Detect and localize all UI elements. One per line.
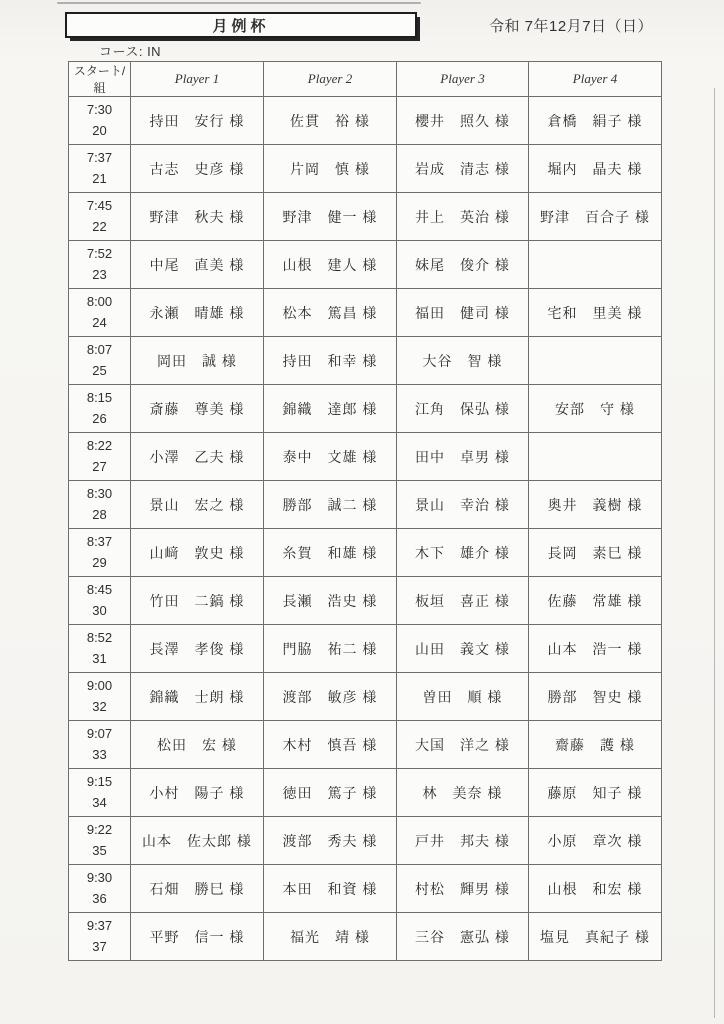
course-label: コース: IN bbox=[99, 44, 162, 59]
group-number: 28 bbox=[92, 507, 107, 522]
player3-cell: 林 美奈 様 bbox=[397, 769, 529, 817]
column-header-player1: Player 1 bbox=[131, 62, 264, 97]
player3-cell: 井上 英治 様 bbox=[397, 193, 529, 241]
player1-cell: 斎藤 尊美 様 bbox=[131, 385, 264, 433]
start-group-cell bbox=[69, 145, 131, 193]
player2-cell: 片岡 慎 様 bbox=[264, 145, 397, 193]
start-group-cell bbox=[69, 865, 131, 913]
player3-cell: 妹尾 俊介 様 bbox=[397, 241, 529, 289]
start-time: 9:00 bbox=[86, 678, 113, 693]
player2-cell: 徳田 篤子 様 bbox=[264, 769, 397, 817]
table-row bbox=[69, 769, 662, 817]
start-time: 7:45 bbox=[86, 198, 113, 213]
group-number: 35 bbox=[92, 843, 107, 858]
table-row bbox=[69, 385, 662, 433]
player1-cell: 山本 佐太郎 様 bbox=[131, 817, 264, 865]
start-time: 8:52 bbox=[86, 630, 113, 645]
player3-cell: 江角 保弘 様 bbox=[397, 385, 529, 433]
group-number: 23 bbox=[92, 267, 107, 282]
table-row bbox=[69, 433, 662, 481]
player4-cell: 奥井 義樹 様 bbox=[529, 481, 662, 529]
player1-cell: 岡田 誠 様 bbox=[131, 337, 264, 385]
player2-cell: 佐貫 裕 様 bbox=[264, 97, 397, 145]
player1-cell: 松田 宏 様 bbox=[131, 721, 264, 769]
player1-cell: 山﨑 敦史 様 bbox=[131, 529, 264, 577]
player2-cell: 木村 慎吾 様 bbox=[264, 721, 397, 769]
start-group-cell bbox=[69, 289, 131, 337]
table-row bbox=[69, 817, 662, 865]
start-time: 9:15 bbox=[86, 774, 113, 789]
start-time: 8:00 bbox=[86, 294, 113, 309]
player4-cell: 安部 守 様 bbox=[529, 385, 662, 433]
player4-cell: 齋藤 護 様 bbox=[529, 721, 662, 769]
start-time: 9:22 bbox=[86, 822, 113, 837]
player2-cell: 野津 健一 様 bbox=[264, 193, 397, 241]
player1-cell: 古志 史彦 様 bbox=[131, 145, 264, 193]
start-time: 7:52 bbox=[86, 246, 113, 261]
start-group-cell bbox=[69, 577, 131, 625]
player2-cell: 勝部 誠二 様 bbox=[264, 481, 397, 529]
group-number: 22 bbox=[92, 219, 107, 234]
player1-cell: 石畑 勝巳 様 bbox=[131, 865, 264, 913]
start-time: 9:37 bbox=[86, 918, 113, 933]
player3-cell: 大谷 智 様 bbox=[397, 337, 529, 385]
start-group-cell bbox=[69, 481, 131, 529]
player2-cell: 福光 靖 様 bbox=[264, 913, 397, 961]
start-time: 9:30 bbox=[86, 870, 113, 885]
player4-cell: 堀内 晶夫 様 bbox=[529, 145, 662, 193]
start-time: 8:22 bbox=[86, 438, 113, 453]
scan-artifact-line bbox=[57, 2, 421, 4]
player4-cell bbox=[529, 433, 662, 481]
table-row bbox=[69, 145, 662, 193]
table-row bbox=[69, 673, 662, 721]
player4-cell bbox=[529, 241, 662, 289]
start-group-cell bbox=[69, 769, 131, 817]
table-row bbox=[69, 913, 662, 961]
table-row bbox=[69, 721, 662, 769]
player3-cell: 大国 洋之 様 bbox=[397, 721, 529, 769]
start-group-cell bbox=[69, 97, 131, 145]
player2-cell: 糸賀 和雄 様 bbox=[264, 529, 397, 577]
start-group-cell bbox=[69, 529, 131, 577]
player4-cell: 山根 和宏 様 bbox=[529, 865, 662, 913]
group-number: 21 bbox=[92, 171, 107, 186]
table-row bbox=[69, 577, 662, 625]
start-time: 8:15 bbox=[86, 390, 113, 405]
player3-cell: 戸井 邦夫 様 bbox=[397, 817, 529, 865]
start-time: 8:45 bbox=[86, 582, 113, 597]
start-time: 8:37 bbox=[86, 534, 113, 549]
table-row bbox=[69, 625, 662, 673]
group-number: 31 bbox=[92, 651, 107, 666]
player1-cell: 平野 信一 様 bbox=[131, 913, 264, 961]
scan-page-edge-line bbox=[714, 88, 715, 1018]
group-number: 26 bbox=[92, 411, 107, 426]
table-row bbox=[69, 241, 662, 289]
title-box bbox=[65, 12, 417, 38]
player4-cell: 小原 章次 様 bbox=[529, 817, 662, 865]
start-group-cell bbox=[69, 625, 131, 673]
player4-cell: 宅和 里美 様 bbox=[529, 289, 662, 337]
column-header-player4: Player 4 bbox=[529, 62, 662, 97]
start-group-cell bbox=[69, 913, 131, 961]
table-row bbox=[69, 97, 662, 145]
player2-cell: 錦織 達郎 様 bbox=[264, 385, 397, 433]
player3-cell: 景山 幸治 様 bbox=[397, 481, 529, 529]
group-number: 33 bbox=[92, 747, 107, 762]
player1-cell: 野津 秋夫 様 bbox=[131, 193, 264, 241]
player4-cell: 野津 百合子 様 bbox=[529, 193, 662, 241]
start-time: 7:30 bbox=[86, 102, 113, 117]
player1-cell: 長澤 孝俊 様 bbox=[131, 625, 264, 673]
group-number: 27 bbox=[92, 459, 107, 474]
start-group-cell bbox=[69, 721, 131, 769]
start-group-cell bbox=[69, 817, 131, 865]
player1-cell: 竹田 二鎬 様 bbox=[131, 577, 264, 625]
player3-cell: 村松 輝男 様 bbox=[397, 865, 529, 913]
player3-cell: 岩成 清志 様 bbox=[397, 145, 529, 193]
column-header-player2: Player 2 bbox=[264, 62, 397, 97]
player3-cell: 木下 雄介 様 bbox=[397, 529, 529, 577]
player4-cell: 藤原 知子 様 bbox=[529, 769, 662, 817]
player1-cell: 永瀬 晴雄 様 bbox=[131, 289, 264, 337]
player3-cell: 曽田 順 様 bbox=[397, 673, 529, 721]
group-number: 32 bbox=[92, 699, 107, 714]
player2-cell: 松本 篤昌 様 bbox=[264, 289, 397, 337]
player2-cell: 渡部 秀夫 様 bbox=[264, 817, 397, 865]
start-group-cell bbox=[69, 433, 131, 481]
player3-cell: 櫻井 照久 様 bbox=[397, 97, 529, 145]
player1-cell: 錦織 士朗 様 bbox=[131, 673, 264, 721]
player1-cell: 中尾 直美 様 bbox=[131, 241, 264, 289]
player3-cell: 山田 義文 様 bbox=[397, 625, 529, 673]
player2-cell: 持田 和幸 様 bbox=[264, 337, 397, 385]
player3-cell: 田中 卓男 様 bbox=[397, 433, 529, 481]
player1-cell: 小村 陽子 様 bbox=[131, 769, 264, 817]
group-number: 30 bbox=[92, 603, 107, 618]
date-label: 令和 7年12月7日（日） bbox=[489, 18, 654, 35]
table-row bbox=[69, 193, 662, 241]
group-number: 36 bbox=[92, 891, 107, 906]
group-number: 34 bbox=[92, 795, 107, 810]
start-time: 7:37 bbox=[86, 150, 113, 165]
player3-cell: 福田 健司 様 bbox=[397, 289, 529, 337]
group-number: 20 bbox=[92, 123, 107, 138]
start-time: 9:07 bbox=[86, 726, 113, 741]
player1-cell: 持田 安行 様 bbox=[131, 97, 264, 145]
player2-cell: 長瀬 浩史 様 bbox=[264, 577, 397, 625]
start-time: 8:07 bbox=[86, 342, 113, 357]
player1-cell: 小澤 乙夫 様 bbox=[131, 433, 264, 481]
tee-time-table bbox=[68, 61, 662, 961]
table-row bbox=[69, 337, 662, 385]
player4-cell: 勝部 智史 様 bbox=[529, 673, 662, 721]
start-group-cell bbox=[69, 385, 131, 433]
page-title: 月例杯 bbox=[212, 17, 270, 35]
player3-cell: 三谷 憲弘 様 bbox=[397, 913, 529, 961]
start-group-cell bbox=[69, 241, 131, 289]
player1-cell: 景山 宏之 様 bbox=[131, 481, 264, 529]
start-time: 8:30 bbox=[86, 486, 113, 501]
player2-cell: 渡部 敏彦 様 bbox=[264, 673, 397, 721]
start-group-cell bbox=[69, 193, 131, 241]
player4-cell: 塩見 真紀子 様 bbox=[529, 913, 662, 961]
table-row bbox=[69, 289, 662, 337]
group-number: 29 bbox=[92, 555, 107, 570]
player4-cell: 倉橋 絹子 様 bbox=[529, 97, 662, 145]
player4-cell: 山本 浩一 様 bbox=[529, 625, 662, 673]
player4-cell: 佐藤 常雄 様 bbox=[529, 577, 662, 625]
start-group-cell bbox=[69, 337, 131, 385]
table-row bbox=[69, 481, 662, 529]
player4-cell bbox=[529, 337, 662, 385]
player2-cell: 本田 和資 様 bbox=[264, 865, 397, 913]
column-header-player3: Player 3 bbox=[397, 62, 529, 97]
table-row bbox=[69, 865, 662, 913]
player2-cell: 門脇 祐二 様 bbox=[264, 625, 397, 673]
group-number: 24 bbox=[92, 315, 107, 330]
player2-cell: 山根 建人 様 bbox=[264, 241, 397, 289]
group-number: 37 bbox=[92, 939, 107, 954]
table-row bbox=[69, 529, 662, 577]
start-group-cell bbox=[69, 673, 131, 721]
table-header-row bbox=[69, 62, 662, 97]
player2-cell: 泰中 文雄 様 bbox=[264, 433, 397, 481]
player4-cell: 長岡 素巳 様 bbox=[529, 529, 662, 577]
column-header-start-group: スタート/組 bbox=[69, 62, 131, 97]
player3-cell: 板垣 喜正 様 bbox=[397, 577, 529, 625]
group-number: 25 bbox=[92, 363, 107, 378]
